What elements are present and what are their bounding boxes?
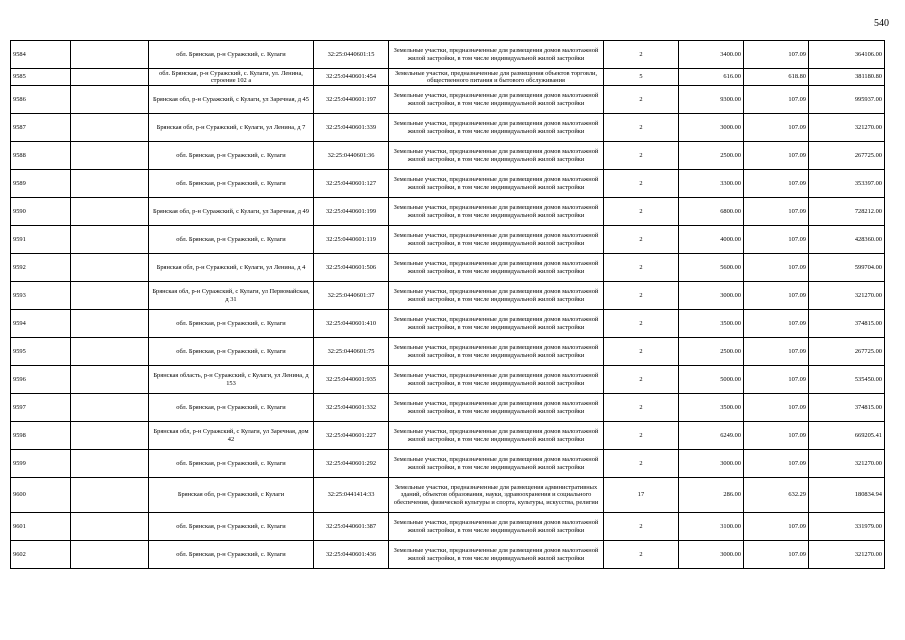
table-row <box>11 86 885 114</box>
permitted-use-cell: Земельные участки, предназначенные для размещения домов малоэтажной жилой застройки, в том числе индивидуальной жилой застройки <box>389 422 604 450</box>
area-cell: 3400.00 <box>679 41 744 69</box>
empty-cell <box>71 41 149 69</box>
row-number-cell: 9585 <box>11 69 71 86</box>
area-cell: 616.00 <box>679 69 744 86</box>
row-number-cell: 9602 <box>11 541 71 569</box>
group-code-cell: 2 <box>604 513 679 541</box>
area-cell: 3000.00 <box>679 114 744 142</box>
address-cell: обл. Брянская, р-н Суражский, с. Кулаги <box>149 41 314 69</box>
address-cell: обл. Брянская, р-н Суражский, с. Кулаги <box>149 394 314 422</box>
permitted-use-cell: Земельные участки, предназначенные для размещения домов малоэтажной жилой застройки, в том числе индивидуальной жилой застройки <box>389 394 604 422</box>
area-cell: 3500.00 <box>679 310 744 338</box>
permitted-use-cell: Земельные участки, предназначенные для размещения домов малоэтажной жилой застройки, в том числе индивидуальной жилой застройки <box>389 541 604 569</box>
cadastral-value-cell: 381180.80 <box>809 69 885 86</box>
permitted-use-cell: Земельные участки, предназначенные для размещения объектов торговли, общественного питания и бытового обслуживания <box>389 69 604 86</box>
area-cell: 5000.00 <box>679 366 744 394</box>
cadastral-number-cell: 32:25:0440601:454 <box>314 69 389 86</box>
empty-cell <box>71 86 149 114</box>
cadastral-number-cell: 32:25:0441414:33 <box>314 478 389 513</box>
area-cell: 3000.00 <box>679 541 744 569</box>
table-row <box>11 394 885 422</box>
specific-value-cell: 618.80 <box>744 69 809 86</box>
row-number-cell: 9600 <box>11 478 71 513</box>
cadastral-value-cell: 353397.00 <box>809 170 885 198</box>
row-number-cell: 9587 <box>11 114 71 142</box>
cadastral-number-cell: 32:25:0440601:935 <box>314 366 389 394</box>
cadastral-number-cell: 32:25:0440601:436 <box>314 541 389 569</box>
cadastral-number-cell: 32:25:0440601:127 <box>314 170 389 198</box>
cadastral-number-cell: 32:25:0440601:37 <box>314 282 389 310</box>
empty-cell <box>71 170 149 198</box>
specific-value-cell: 107.09 <box>744 170 809 198</box>
group-code-cell: 2 <box>604 541 679 569</box>
specific-value-cell: 107.09 <box>744 142 809 170</box>
permitted-use-cell: Земельные участки, предназначенные для размещения домов малоэтажной жилой застройки, в том числе индивидуальной жилой застройки <box>389 86 604 114</box>
table-row <box>11 41 885 69</box>
cadastral-value-cell: 321270.00 <box>809 450 885 478</box>
table-row <box>11 142 885 170</box>
empty-cell <box>71 310 149 338</box>
table-row <box>11 282 885 310</box>
area-cell: 3100.00 <box>679 513 744 541</box>
specific-value-cell: 107.09 <box>744 41 809 69</box>
empty-cell <box>71 69 149 86</box>
address-cell: обл. Брянская, р-н Суражский, с. Кулаги <box>149 513 314 541</box>
address-cell: Брянская обл, р-н Суражский, с Кулаги, ул Заречная, д 45 <box>149 86 314 114</box>
table-row <box>11 198 885 226</box>
area-cell: 3000.00 <box>679 450 744 478</box>
cadastral-value-cell: 599704.00 <box>809 254 885 282</box>
table-row <box>11 69 885 86</box>
specific-value-cell: 107.09 <box>744 450 809 478</box>
address-cell: Брянская обл, р-н Суражский, с Кулаги, ул Ленина, д 7 <box>149 114 314 142</box>
empty-cell <box>71 226 149 254</box>
cadastral-number-cell: 32:25:0440601:227 <box>314 422 389 450</box>
specific-value-cell: 107.09 <box>744 254 809 282</box>
specific-value-cell: 107.09 <box>744 394 809 422</box>
permitted-use-cell: Земельные участки, предназначенные для размещения домов малоэтажной жилой застройки, в том числе индивидуальной жилой застройки <box>389 254 604 282</box>
permitted-use-cell: Земельные участки, предназначенные для размещения административных зданий, объектов образования, науки, здравоохранения и социального обеспечения, физической культуры и спорта, культуры, искусства, религии <box>389 478 604 513</box>
area-cell: 3500.00 <box>679 394 744 422</box>
group-code-cell: 2 <box>604 142 679 170</box>
group-code-cell: 17 <box>604 478 679 513</box>
area-cell: 3000.00 <box>679 282 744 310</box>
specific-value-cell: 107.09 <box>744 114 809 142</box>
cadastral-number-cell: 32:25:0440601:75 <box>314 338 389 366</box>
group-code-cell: 2 <box>604 41 679 69</box>
permitted-use-cell: Земельные участки, предназначенные для размещения домов малоэтажной жилой застройки, в том числе индивидуальной жилой застройки <box>389 170 604 198</box>
table-row <box>11 170 885 198</box>
permitted-use-cell: Земельные участки, предназначенные для размещения домов малоэтажной жилой застройки, в том числе индивидуальной жилой застройки <box>389 114 604 142</box>
group-code-cell: 2 <box>604 310 679 338</box>
cadastral-value-cell: 374815.00 <box>809 394 885 422</box>
cadastral-number-cell: 32:25:0440601:119 <box>314 226 389 254</box>
group-code-cell: 2 <box>604 226 679 254</box>
specific-value-cell: 107.09 <box>744 86 809 114</box>
empty-cell <box>71 254 149 282</box>
specific-value-cell: 107.09 <box>744 338 809 366</box>
cadastral-value-cell: 321270.00 <box>809 282 885 310</box>
cadastral-value-cell: 321270.00 <box>809 114 885 142</box>
specific-value-cell: 107.09 <box>744 310 809 338</box>
table-row <box>11 338 885 366</box>
group-code-cell: 2 <box>604 282 679 310</box>
area-cell: 2500.00 <box>679 142 744 170</box>
group-code-cell: 2 <box>604 394 679 422</box>
empty-cell <box>71 338 149 366</box>
specific-value-cell: 107.09 <box>744 541 809 569</box>
table-row <box>11 226 885 254</box>
area-cell: 9300.00 <box>679 86 744 114</box>
cadastral-value-cell: 428360.00 <box>809 226 885 254</box>
row-number-cell: 9586 <box>11 86 71 114</box>
cadastral-value-cell: 180834.94 <box>809 478 885 513</box>
cadastral-value-cell: 995937.00 <box>809 86 885 114</box>
table-row <box>11 450 885 478</box>
cadastral-value-cell: 364106.00 <box>809 41 885 69</box>
cadastral-number-cell: 32:25:0440601:339 <box>314 114 389 142</box>
empty-cell <box>71 114 149 142</box>
permitted-use-cell: Земельные участки, предназначенные для размещения домов малоэтажной жилой застройки, в том числе индивидуальной жилой застройки <box>389 41 604 69</box>
empty-cell <box>71 450 149 478</box>
group-code-cell: 2 <box>604 170 679 198</box>
area-cell: 6800.00 <box>679 198 744 226</box>
address-cell: Брянская обл, р-н Суражский, с Кулаги, ул Первомайская, д 31 <box>149 282 314 310</box>
address-cell: обл. Брянская, р-н Суражский, с. Кулаги <box>149 170 314 198</box>
row-number-cell: 9597 <box>11 394 71 422</box>
empty-cell <box>71 366 149 394</box>
cadastral-value-cell: 535450.00 <box>809 366 885 394</box>
empty-cell <box>71 394 149 422</box>
row-number-cell: 9599 <box>11 450 71 478</box>
cadastral-number-cell: 32:25:0440601:15 <box>314 41 389 69</box>
specific-value-cell: 632.29 <box>744 478 809 513</box>
address-cell: обл. Брянская, р-н Суражский, с. Кулаги <box>149 450 314 478</box>
table-body <box>11 41 885 569</box>
empty-cell <box>71 541 149 569</box>
empty-cell <box>71 422 149 450</box>
address-cell: Брянская область, р-н Суражский, с Кулаги, ул Ленина, д 153 <box>149 366 314 394</box>
page-number: 540 <box>874 18 889 29</box>
permitted-use-cell: Земельные участки, предназначенные для размещения домов малоэтажной жилой застройки, в том числе индивидуальной жилой застройки <box>389 513 604 541</box>
empty-cell <box>71 282 149 310</box>
cadastral-number-cell: 32:25:0440601:410 <box>314 310 389 338</box>
table-row <box>11 513 885 541</box>
permitted-use-cell: Земельные участки, предназначенные для размещения домов малоэтажной жилой застройки, в том числе индивидуальной жилой застройки <box>389 310 604 338</box>
group-code-cell: 2 <box>604 86 679 114</box>
group-code-cell: 2 <box>604 198 679 226</box>
permitted-use-cell: Земельные участки, предназначенные для размещения домов малоэтажной жилой застройки, в том числе индивидуальной жилой застройки <box>389 366 604 394</box>
row-number-cell: 9593 <box>11 282 71 310</box>
address-cell: обл. Брянская, р-н Суражский, с. Кулаги <box>149 338 314 366</box>
cadastral-value-cell: 331979.00 <box>809 513 885 541</box>
permitted-use-cell: Земельные участки, предназначенные для размещения домов малоэтажной жилой застройки, в том числе индивидуальной жилой застройки <box>389 142 604 170</box>
address-cell: обл. Брянская, р-н Суражский, с. Кулаги <box>149 226 314 254</box>
area-cell: 286.00 <box>679 478 744 513</box>
table-row <box>11 310 885 338</box>
table-row <box>11 114 885 142</box>
cadastral-number-cell: 32:25:0440601:36 <box>314 142 389 170</box>
cadastral-value-cell: 267725.00 <box>809 142 885 170</box>
cadastral-value-cell: 374815.00 <box>809 310 885 338</box>
area-cell: 3300.00 <box>679 170 744 198</box>
table-row <box>11 422 885 450</box>
address-cell: обл. Брянская, р-н Суражский, с. Кулаги <box>149 142 314 170</box>
row-number-cell: 9598 <box>11 422 71 450</box>
specific-value-cell: 107.09 <box>744 282 809 310</box>
cadastral-number-cell: 32:25:0440601:199 <box>314 198 389 226</box>
address-cell: обл. Брянская, р-н Суражский, с. Кулаги <box>149 541 314 569</box>
group-code-cell: 2 <box>604 338 679 366</box>
group-code-cell: 2 <box>604 254 679 282</box>
row-number-cell: 9596 <box>11 366 71 394</box>
group-code-cell: 2 <box>604 450 679 478</box>
row-number-cell: 9594 <box>11 310 71 338</box>
cadastral-number-cell: 32:25:0440601:292 <box>314 450 389 478</box>
area-cell: 4000.00 <box>679 226 744 254</box>
permitted-use-cell: Земельные участки, предназначенные для размещения домов малоэтажной жилой застройки, в том числе индивидуальной жилой застройки <box>389 198 604 226</box>
specific-value-cell: 107.09 <box>744 198 809 226</box>
cadastral-number-cell: 32:25:0440601:332 <box>314 394 389 422</box>
specific-value-cell: 107.09 <box>744 366 809 394</box>
area-cell: 6249.00 <box>679 422 744 450</box>
address-cell: обл. Брянская, р-н Суражский, с. Кулаги, ул. Ленина, строение 102 а <box>149 69 314 86</box>
address-cell: Брянская обл, р-н Суражский, с Кулаги, ул Заречная, дом 42 <box>149 422 314 450</box>
address-cell: Брянская обл, р-н Суражский, с Кулаги, ул Заречная, д 49 <box>149 198 314 226</box>
row-number-cell: 9589 <box>11 170 71 198</box>
row-number-cell: 9595 <box>11 338 71 366</box>
row-number-cell: 9592 <box>11 254 71 282</box>
cadastral-value-cell: 267725.00 <box>809 338 885 366</box>
address-cell: Брянская обл, р-н Суражский, с Кулаги, ул Ленина, д 4 <box>149 254 314 282</box>
cadastral-value-table <box>10 40 885 569</box>
cadastral-value-cell: 321270.00 <box>809 541 885 569</box>
group-code-cell: 2 <box>604 422 679 450</box>
group-code-cell: 2 <box>604 114 679 142</box>
address-cell: Брянская обл, р-н Суражский, с Кулаги <box>149 478 314 513</box>
row-number-cell: 9590 <box>11 198 71 226</box>
row-number-cell: 9584 <box>11 41 71 69</box>
permitted-use-cell: Земельные участки, предназначенные для размещения домов малоэтажной жилой застройки, в том числе индивидуальной жилой застройки <box>389 338 604 366</box>
empty-cell <box>71 478 149 513</box>
row-number-cell: 9591 <box>11 226 71 254</box>
permitted-use-cell: Земельные участки, предназначенные для размещения домов малоэтажной жилой застройки, в том числе индивидуальной жилой застройки <box>389 282 604 310</box>
cadastral-number-cell: 32:25:0440601:506 <box>314 254 389 282</box>
table-row <box>11 541 885 569</box>
area-cell: 2500.00 <box>679 338 744 366</box>
cadastral-number-cell: 32:25:0440601:197 <box>314 86 389 114</box>
group-code-cell: 2 <box>604 366 679 394</box>
specific-value-cell: 107.09 <box>744 422 809 450</box>
table-row <box>11 478 885 513</box>
address-cell: обл. Брянская, р-н Суражский, с. Кулаги <box>149 310 314 338</box>
empty-cell <box>71 142 149 170</box>
table-row <box>11 366 885 394</box>
area-cell: 5600.00 <box>679 254 744 282</box>
permitted-use-cell: Земельные участки, предназначенные для размещения домов малоэтажной жилой застройки, в том числе индивидуальной жилой застройки <box>389 226 604 254</box>
specific-value-cell: 107.09 <box>744 513 809 541</box>
table-row <box>11 254 885 282</box>
cadastral-value-cell: 728212.00 <box>809 198 885 226</box>
empty-cell <box>71 198 149 226</box>
row-number-cell: 9588 <box>11 142 71 170</box>
empty-cell <box>71 513 149 541</box>
cadastral-value-cell: 669205.41 <box>809 422 885 450</box>
group-code-cell: 5 <box>604 69 679 86</box>
row-number-cell: 9601 <box>11 513 71 541</box>
specific-value-cell: 107.09 <box>744 226 809 254</box>
permitted-use-cell: Земельные участки, предназначенные для размещения домов малоэтажной жилой застройки, в том числе индивидуальной жилой застройки <box>389 450 604 478</box>
cadastral-number-cell: 32:25:0440601:387 <box>314 513 389 541</box>
